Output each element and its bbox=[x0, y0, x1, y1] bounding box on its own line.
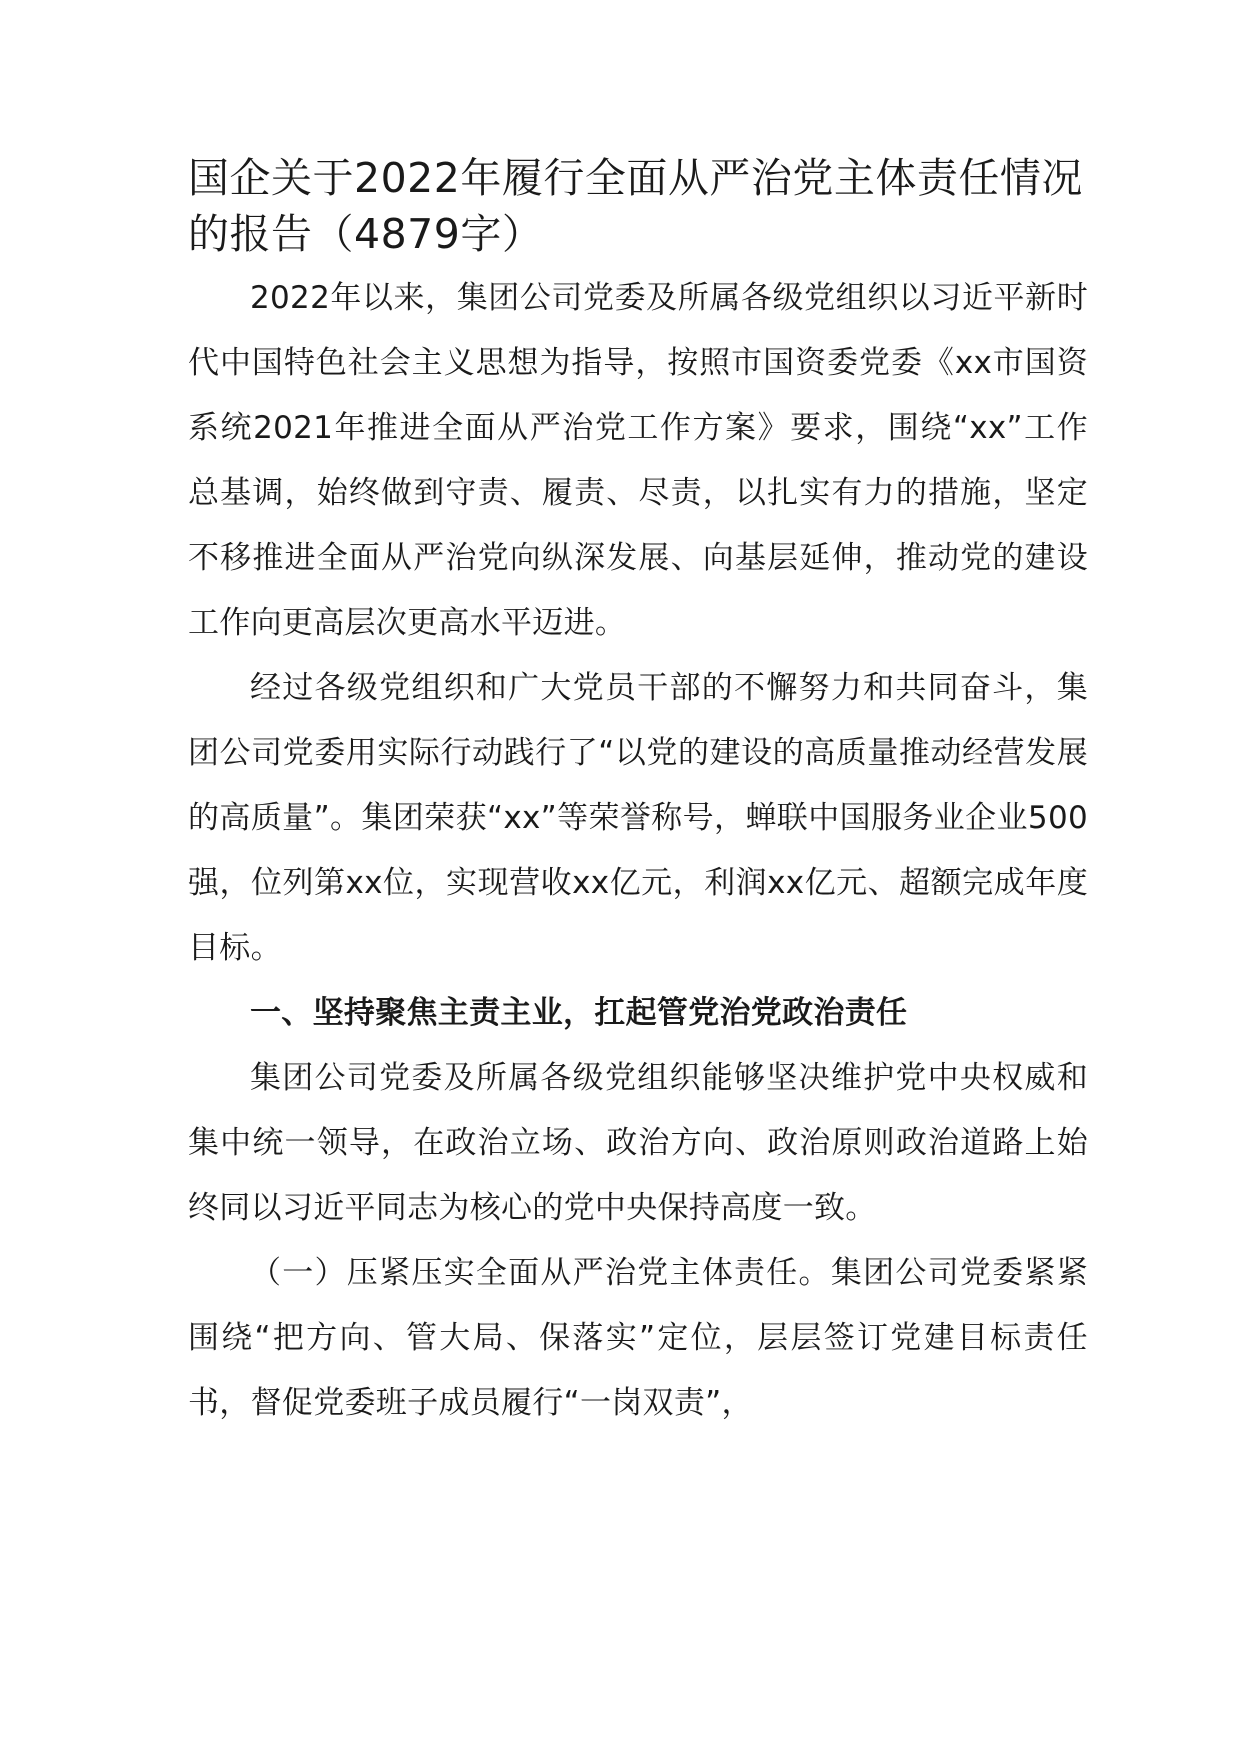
section-paragraph: 集团公司党委及所属各级党组织能够坚决维护党中央权威和集中统一领导，在政治立场、政治方向、政治原则政治道路上始终同以习近平同志为核心的党中央保持高度一致。 bbox=[188, 1060, 1088, 1226]
document-page bbox=[188, 150, 1088, 1436]
section-heading: 一、坚持聚焦主责主业，扛起管党治党政治责任 bbox=[250, 995, 908, 1031]
achievement-paragraph: 经过各级党组织和广大党员干部的不懈努力和共同奋斗，集团公司党委用实际行动践行了“以党的建设的高质量推动经营发展的高质量”。集团荣获“xx”等荣誉称号，蝉联中国服务业企业500强，位列第xx位，实现营收xx亿元，利润xx亿元、超额完成年度目标。 bbox=[188, 670, 1088, 966]
subsection-paragraph: （一）压紧压实全面从严治党主体责任。集团公司党委紧紧围绕“把方向、管大局、保落实”定位，层层签订党建目标责任书，督促党委班子成员履行“一岗双责”， bbox=[188, 1255, 1088, 1421]
intro-paragraph: 2022年以来，集团公司党委及所属各级党组织以习近平新时代中国特色社会主义思想为指导，按照市国资委党委《xx市国资系统2021年推进全面从严治党工作方案》要求，围绕“xx”工作总基调，始终做到守责、履责、尽责，以扎实有力的措施，坚定不移推进全面从严治党向纵深发展、向基层延伸，推动党的建设工作向更高层次更高水平迈进。 bbox=[188, 280, 1088, 641]
document-title: 国企关于2022年履行全面从严治党主体责任情况的报告（4879字） bbox=[188, 154, 1083, 258]
